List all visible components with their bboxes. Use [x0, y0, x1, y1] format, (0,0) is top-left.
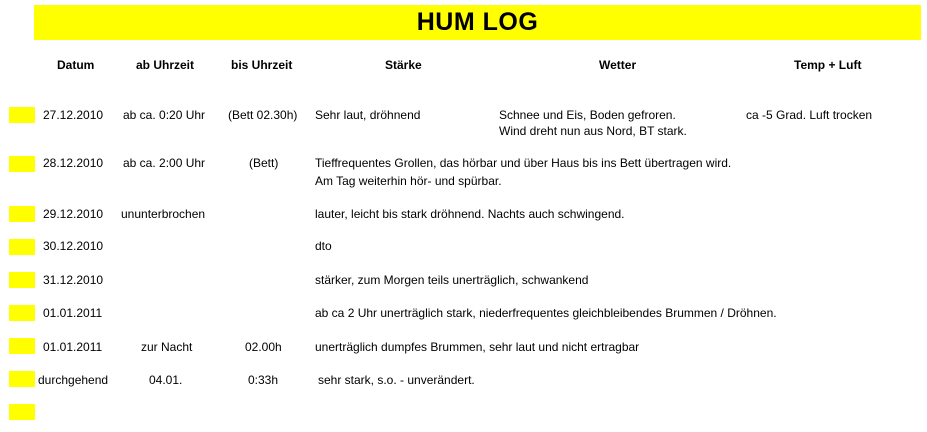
cell-datum: 27.12.2010: [43, 108, 104, 122]
row-marker: [9, 107, 35, 123]
cell-staerke-line2: Am Tag weiterhin hör- und spürbar.: [315, 174, 502, 188]
cell-datum: 28.12.2010: [43, 156, 104, 170]
cell-staerke: dto: [315, 239, 332, 253]
row-marker: [9, 305, 35, 321]
row-marker: [9, 338, 35, 354]
cell-datum: 31.12.2010: [43, 273, 104, 287]
cell-datum: 01.01.2011: [43, 306, 103, 320]
row-marker: [9, 404, 35, 420]
page-title: HUM LOG: [416, 8, 539, 36]
cell-ab-uhrzeit: 04.01.: [149, 373, 183, 387]
cell-temp-luft: ca -5 Grad. Luft trocken: [746, 108, 873, 122]
cell-ab-uhrzeit: ab ca. 0:20 Uhr: [123, 108, 206, 122]
cell-staerke: ab ca 2 Uhr unerträglich stark, niederfrequentes gleichbleibendes Brummen / Dröhnen.: [315, 306, 777, 320]
cell-bis-uhrzeit: 02.00h: [245, 340, 282, 354]
row-marker: [9, 206, 35, 222]
header-datum: Datum: [57, 58, 95, 72]
cell-datum: durchgehend: [38, 373, 109, 387]
header-bis-uhrzeit: bis Uhrzeit: [231, 58, 293, 72]
cell-staerke: sehr stark, s.o. - unverändert.: [318, 373, 475, 387]
row-marker: [9, 156, 35, 172]
title-bar: [34, 5, 921, 40]
header-temp-luft: Temp + Luft: [794, 58, 862, 72]
cell-ab-uhrzeit: zur Nacht: [141, 340, 193, 354]
cell-bis-uhrzeit: (Bett 02.30h): [228, 108, 298, 122]
header-staerke: Stärke: [385, 58, 422, 72]
row-marker: [9, 272, 35, 288]
cell-bis-uhrzeit: (Bett): [249, 156, 279, 170]
header-ab-uhrzeit: ab Uhrzeit: [136, 58, 195, 72]
cell-datum: 29.12.2010: [43, 207, 104, 221]
cell-wetter-line2: Wind dreht nun aus Nord, BT stark.: [499, 124, 687, 138]
cell-staerke: Sehr laut, dröhnend: [315, 108, 421, 122]
header-wetter: Wetter: [599, 58, 637, 72]
cell-staerke: unerträglich dumpfes Brummen, sehr laut und nicht ertragbar: [315, 340, 640, 354]
cell-datum: 30.12.2010: [43, 239, 104, 253]
cell-datum: 01.01.2011: [43, 340, 103, 354]
cell-staerke: stärker, zum Morgen teils unerträglich, schwankend: [315, 273, 589, 287]
cell-bis-uhrzeit: 0:33h: [248, 373, 279, 387]
cell-ab-uhrzeit: ab ca. 2:00 Uhr: [123, 156, 206, 170]
row-marker: [9, 371, 35, 387]
cell-wetter: Schnee und Eis, Boden gefroren.: [499, 108, 676, 122]
cell-staerke: Tieffrequentes Grollen, das hörbar und über Haus bis ins Bett übertragen wird.: [315, 156, 732, 170]
cell-ab-uhrzeit: ununterbrochen: [121, 207, 206, 221]
cell-staerke: lauter, leicht bis stark dröhnend. Nachts auch schwingend.: [315, 207, 625, 221]
row-marker: [9, 239, 35, 255]
